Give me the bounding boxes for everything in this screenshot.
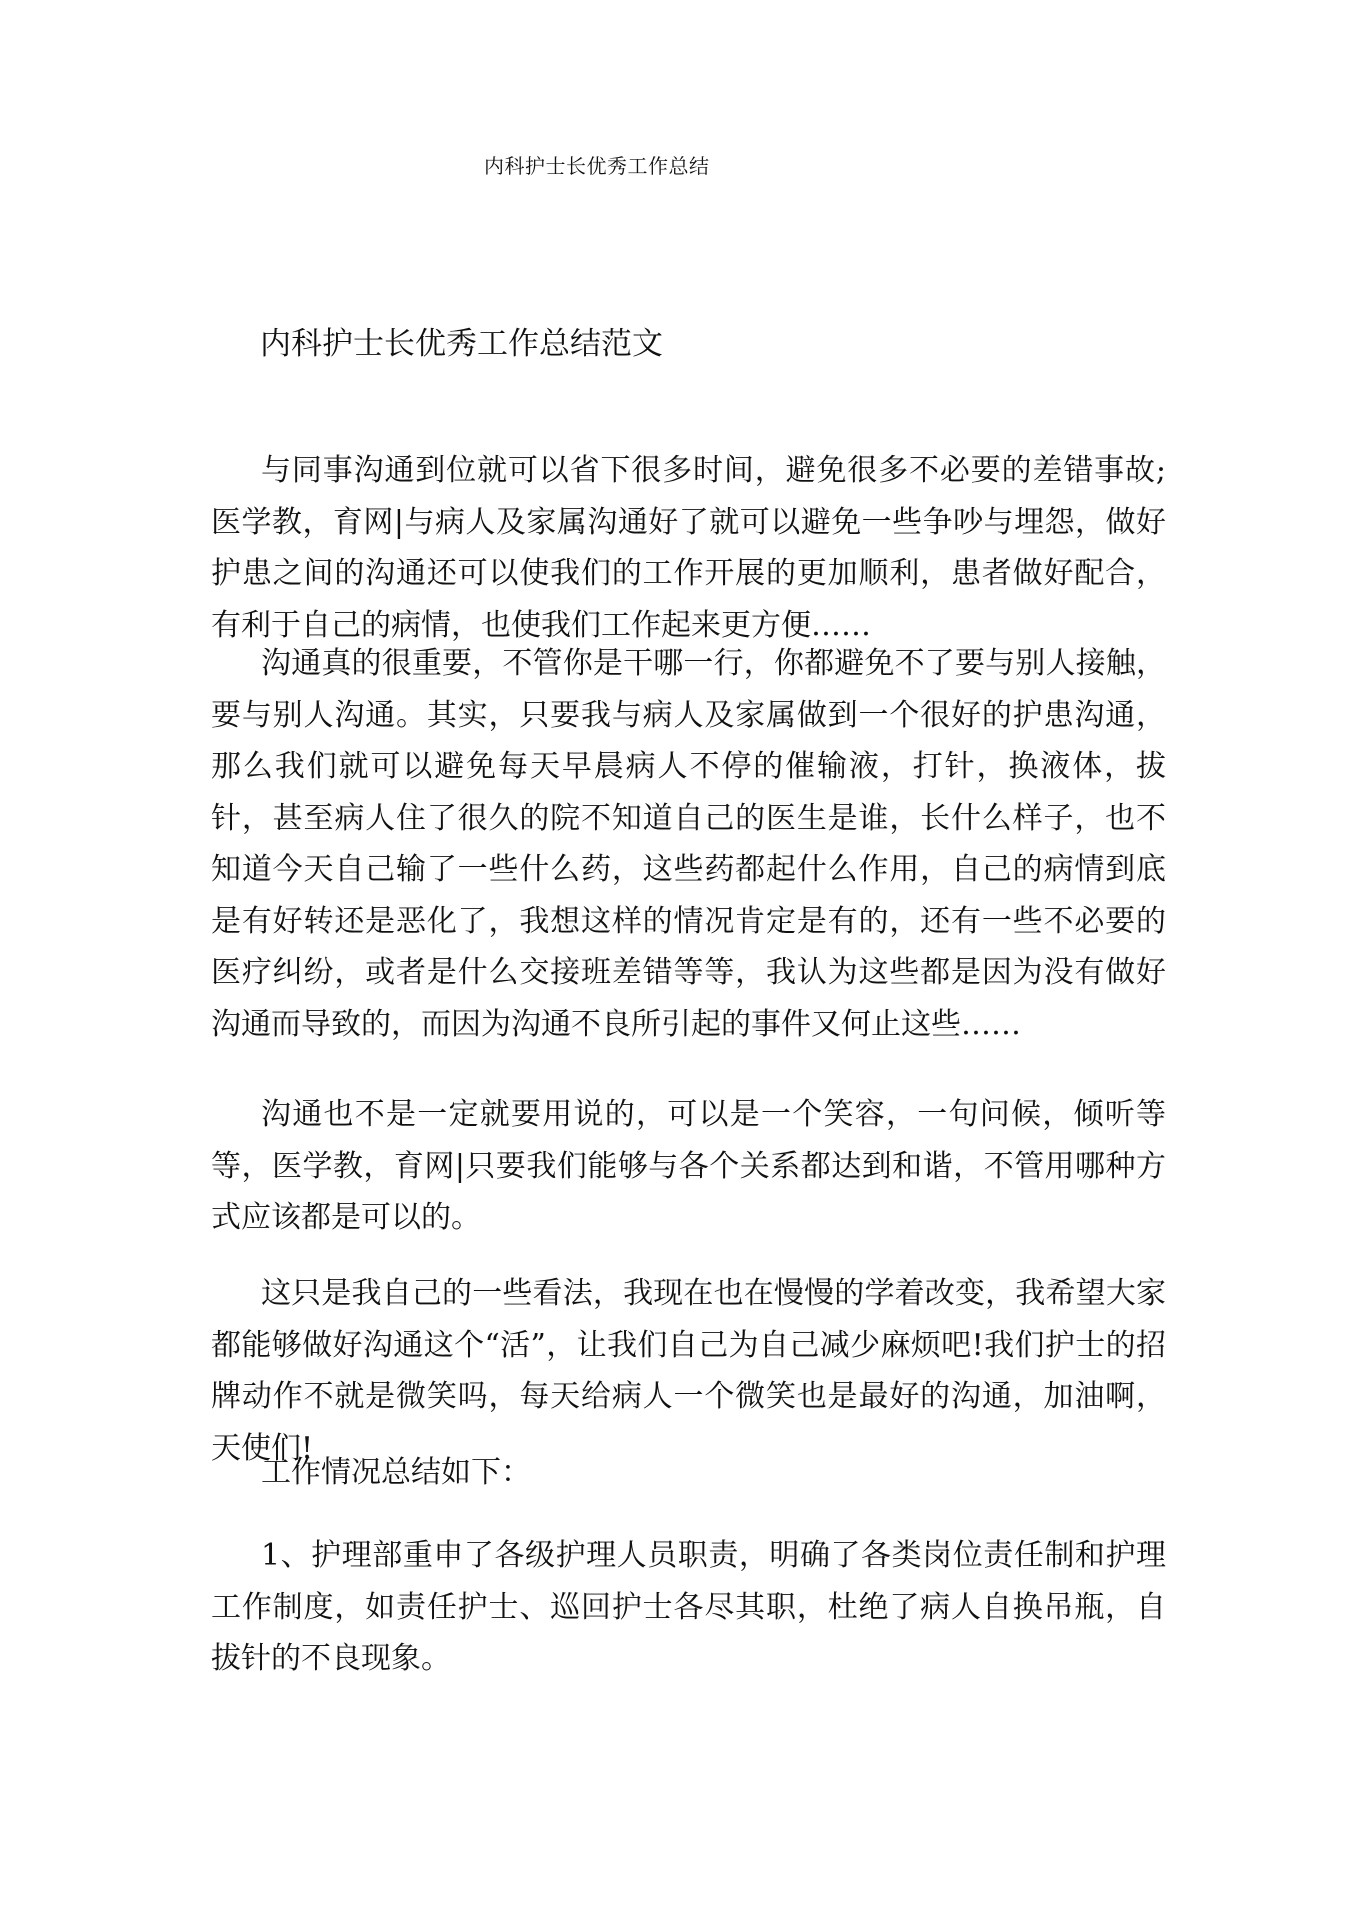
paragraph-6: 1、护理部重申了各级护理人员职责，明确了各类岗位责任制和护理工作制度，如责任护士、巡回护士各尽其职，杜绝了病人自换吊瓶，自拔针的不良现象。 bbox=[211, 1538, 1166, 1676]
paragraph-2: 沟通真的很重要，不管你是干哪一行，你都避免不了要与别人接触，要与别人沟通。其实，只要我与病人及家属做到一个很好的护患沟通，那么我们就可以避免每天早晨病人不停的催输液，打针，换液体，拔针，甚至病人住了很久的院不知道自己的医生是谁，长什么样子，也不知道今天自己输了一些什么药，这些药都起什么作用，自己的病情到底是有好转还是恶化了，我想这样的情况肯定是有的，还有一些不必要的医疗纠纷，或者是什么交接班差错等等，我认为这些都是因为没有做好沟通而导致的，而因为沟通不良所引起的事件又何止这些…… bbox=[211, 646, 1166, 1042]
paragraph-4: 这只是我自己的一些看法，我现在也在慢慢的学着改变，我希望大家都能够做好沟通这个“活”，让我们自己为自己减少麻烦吧!我们护士的招牌动作不就是微笑吗，每天给病人一个微笑也是最好的沟通，加油啊，天使们! bbox=[211, 1276, 1166, 1466]
document-title: 内科护士长优秀工作总结范文 bbox=[260, 326, 663, 362]
running-header: 内科护士长优秀工作总结 bbox=[484, 154, 710, 178]
paragraph-3: 沟通也不是一定就要用说的，可以是一个笑容，一句问候，倾听等等，医学教，育网|只要我们能够与各个关系都达到和谐，不管用哪种方式应该都是可以的。 bbox=[211, 1097, 1166, 1235]
paragraph-5: 工作情况总结如下： bbox=[261, 1455, 531, 1490]
paragraph-1: 与同事沟通到位就可以省下很多时间，避免很多不必要的差错事故;医学教，育网|与病人及家属沟通好了就可以避免一些争吵与埋怨，做好护患之间的沟通还可以使我们的工作开展的更加顺利，患者做好配合，有利于自己的病情，也使我们工作起来更方便…… bbox=[211, 453, 1166, 643]
